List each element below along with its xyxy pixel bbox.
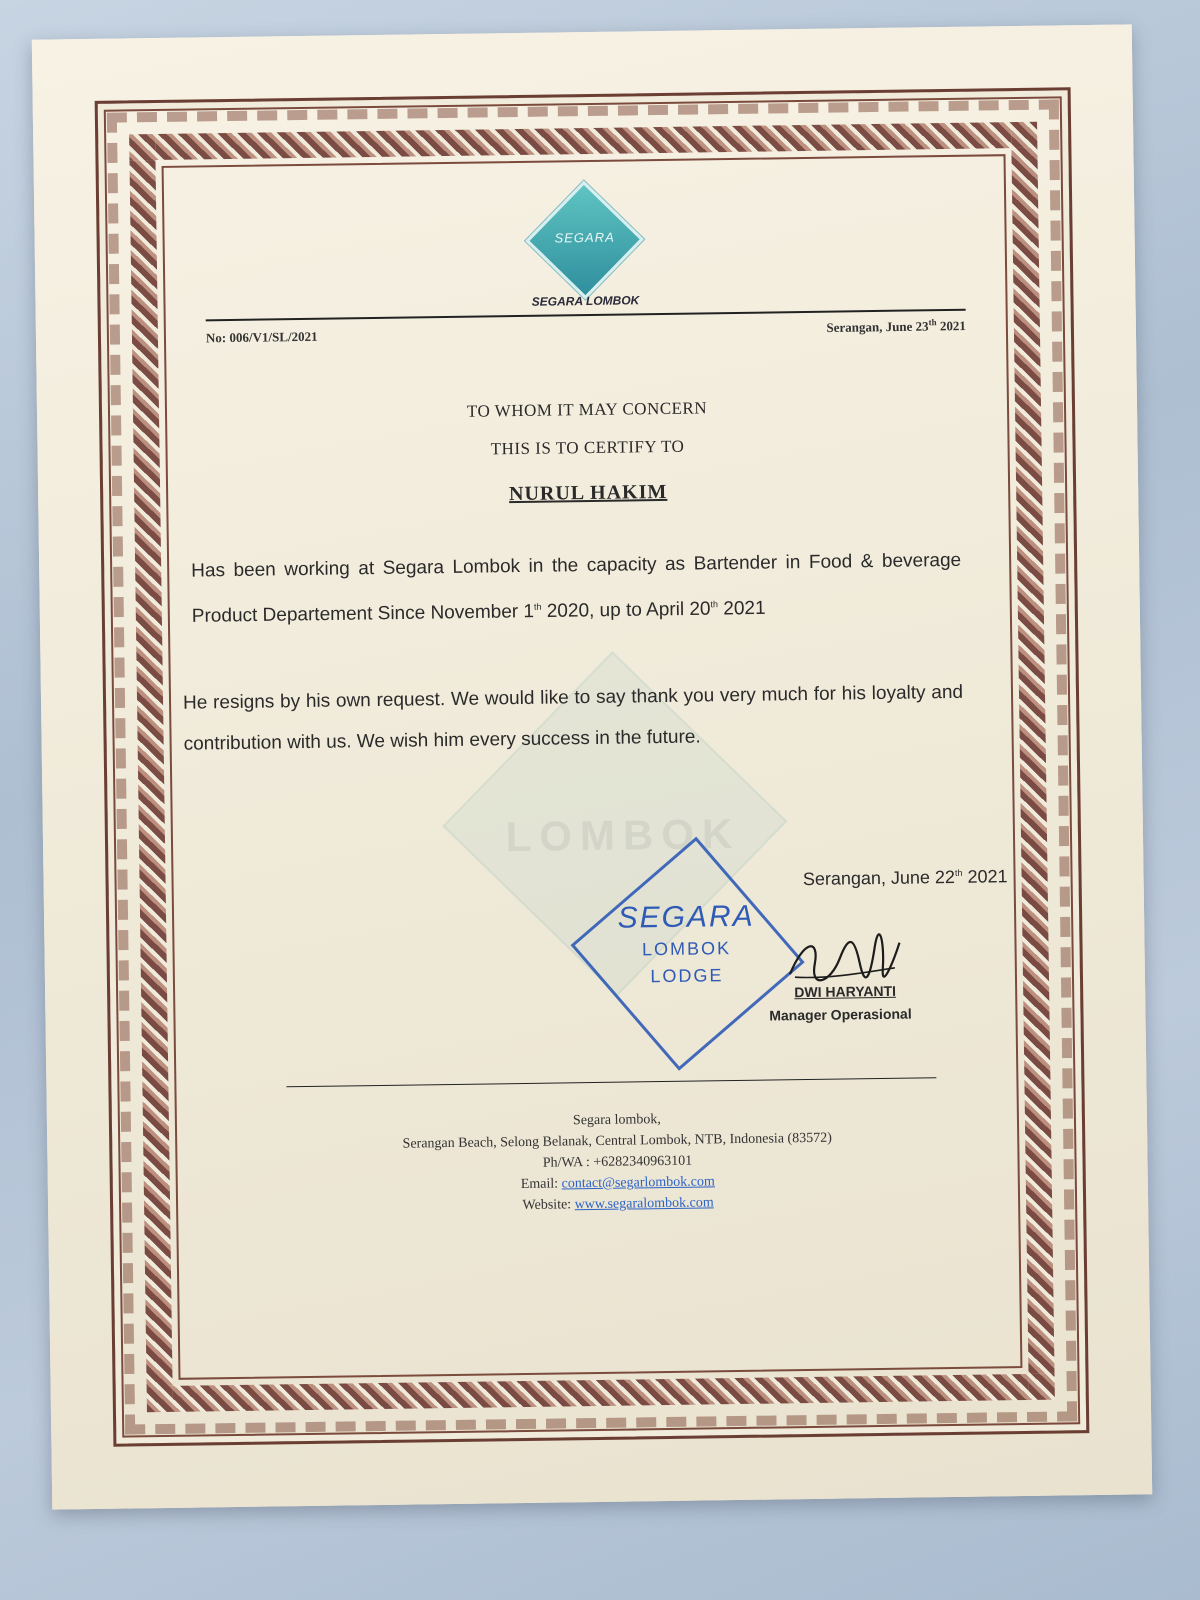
salutation: TO WHOM IT MAY CONCERN: [466, 398, 708, 421]
stamp-line-2: LOMBOK: [641, 938, 732, 960]
logo-text: SEGARA: [554, 229, 615, 246]
certificate-sheet: [32, 24, 1152, 1509]
signer-name: DWI HARYANTI: [794, 982, 897, 1001]
footer-phone: Ph/WA : +6282340963101: [542, 1153, 693, 1171]
stamp-line-3: LODGE: [650, 965, 724, 987]
handwritten-signature: [784, 928, 905, 990]
footer-address: Serangan Beach, Selong Belanak, Central Lombok, NTB, Indonesia (83572): [402, 1130, 832, 1152]
resignation-paragraph: He resigns by his own request. We would like to say thank you very much for his loyalty and contribution with us. We wish him every success in the future.: [182, 681, 964, 755]
footer-divider: [286, 1077, 936, 1087]
stamp-line-1: SEGARA: [617, 899, 755, 935]
footer-company: Segara lombok,: [572, 1112, 661, 1129]
watermark-text: LOMBOK: [505, 809, 741, 861]
website-link[interactable]: www.segaralombok.com: [574, 1195, 714, 1213]
company-name: SEGARA LOMBOK: [531, 293, 640, 309]
certificate-content: [182, 176, 1008, 1347]
stamp-text: [566, 899, 807, 988]
signer-title: Manager Operasional: [769, 1005, 912, 1024]
email-label: Email:: [520, 1176, 559, 1193]
issue-date: Serangan, June 23th 2021: [826, 317, 966, 336]
signature-date: Serangan, June 22th 2021: [802, 866, 1008, 890]
website-label: Website:: [522, 1197, 572, 1214]
employment-paragraph: Has been working at Segara Lombok in the capacity as Bartender in Food & beverage Product Departement Since November 1th 2020, up to April 20th 2021: [191, 549, 962, 627]
employee-name: NURUL HAKIM: [508, 480, 668, 506]
certify-line: THIS IS TO CERTIFY TO: [490, 436, 685, 459]
footer-contact: [277, 1105, 958, 1219]
reference-number: No: 006/V1/SL/2021: [205, 328, 318, 346]
email-link[interactable]: contact@segarlombok.com: [561, 1174, 715, 1192]
